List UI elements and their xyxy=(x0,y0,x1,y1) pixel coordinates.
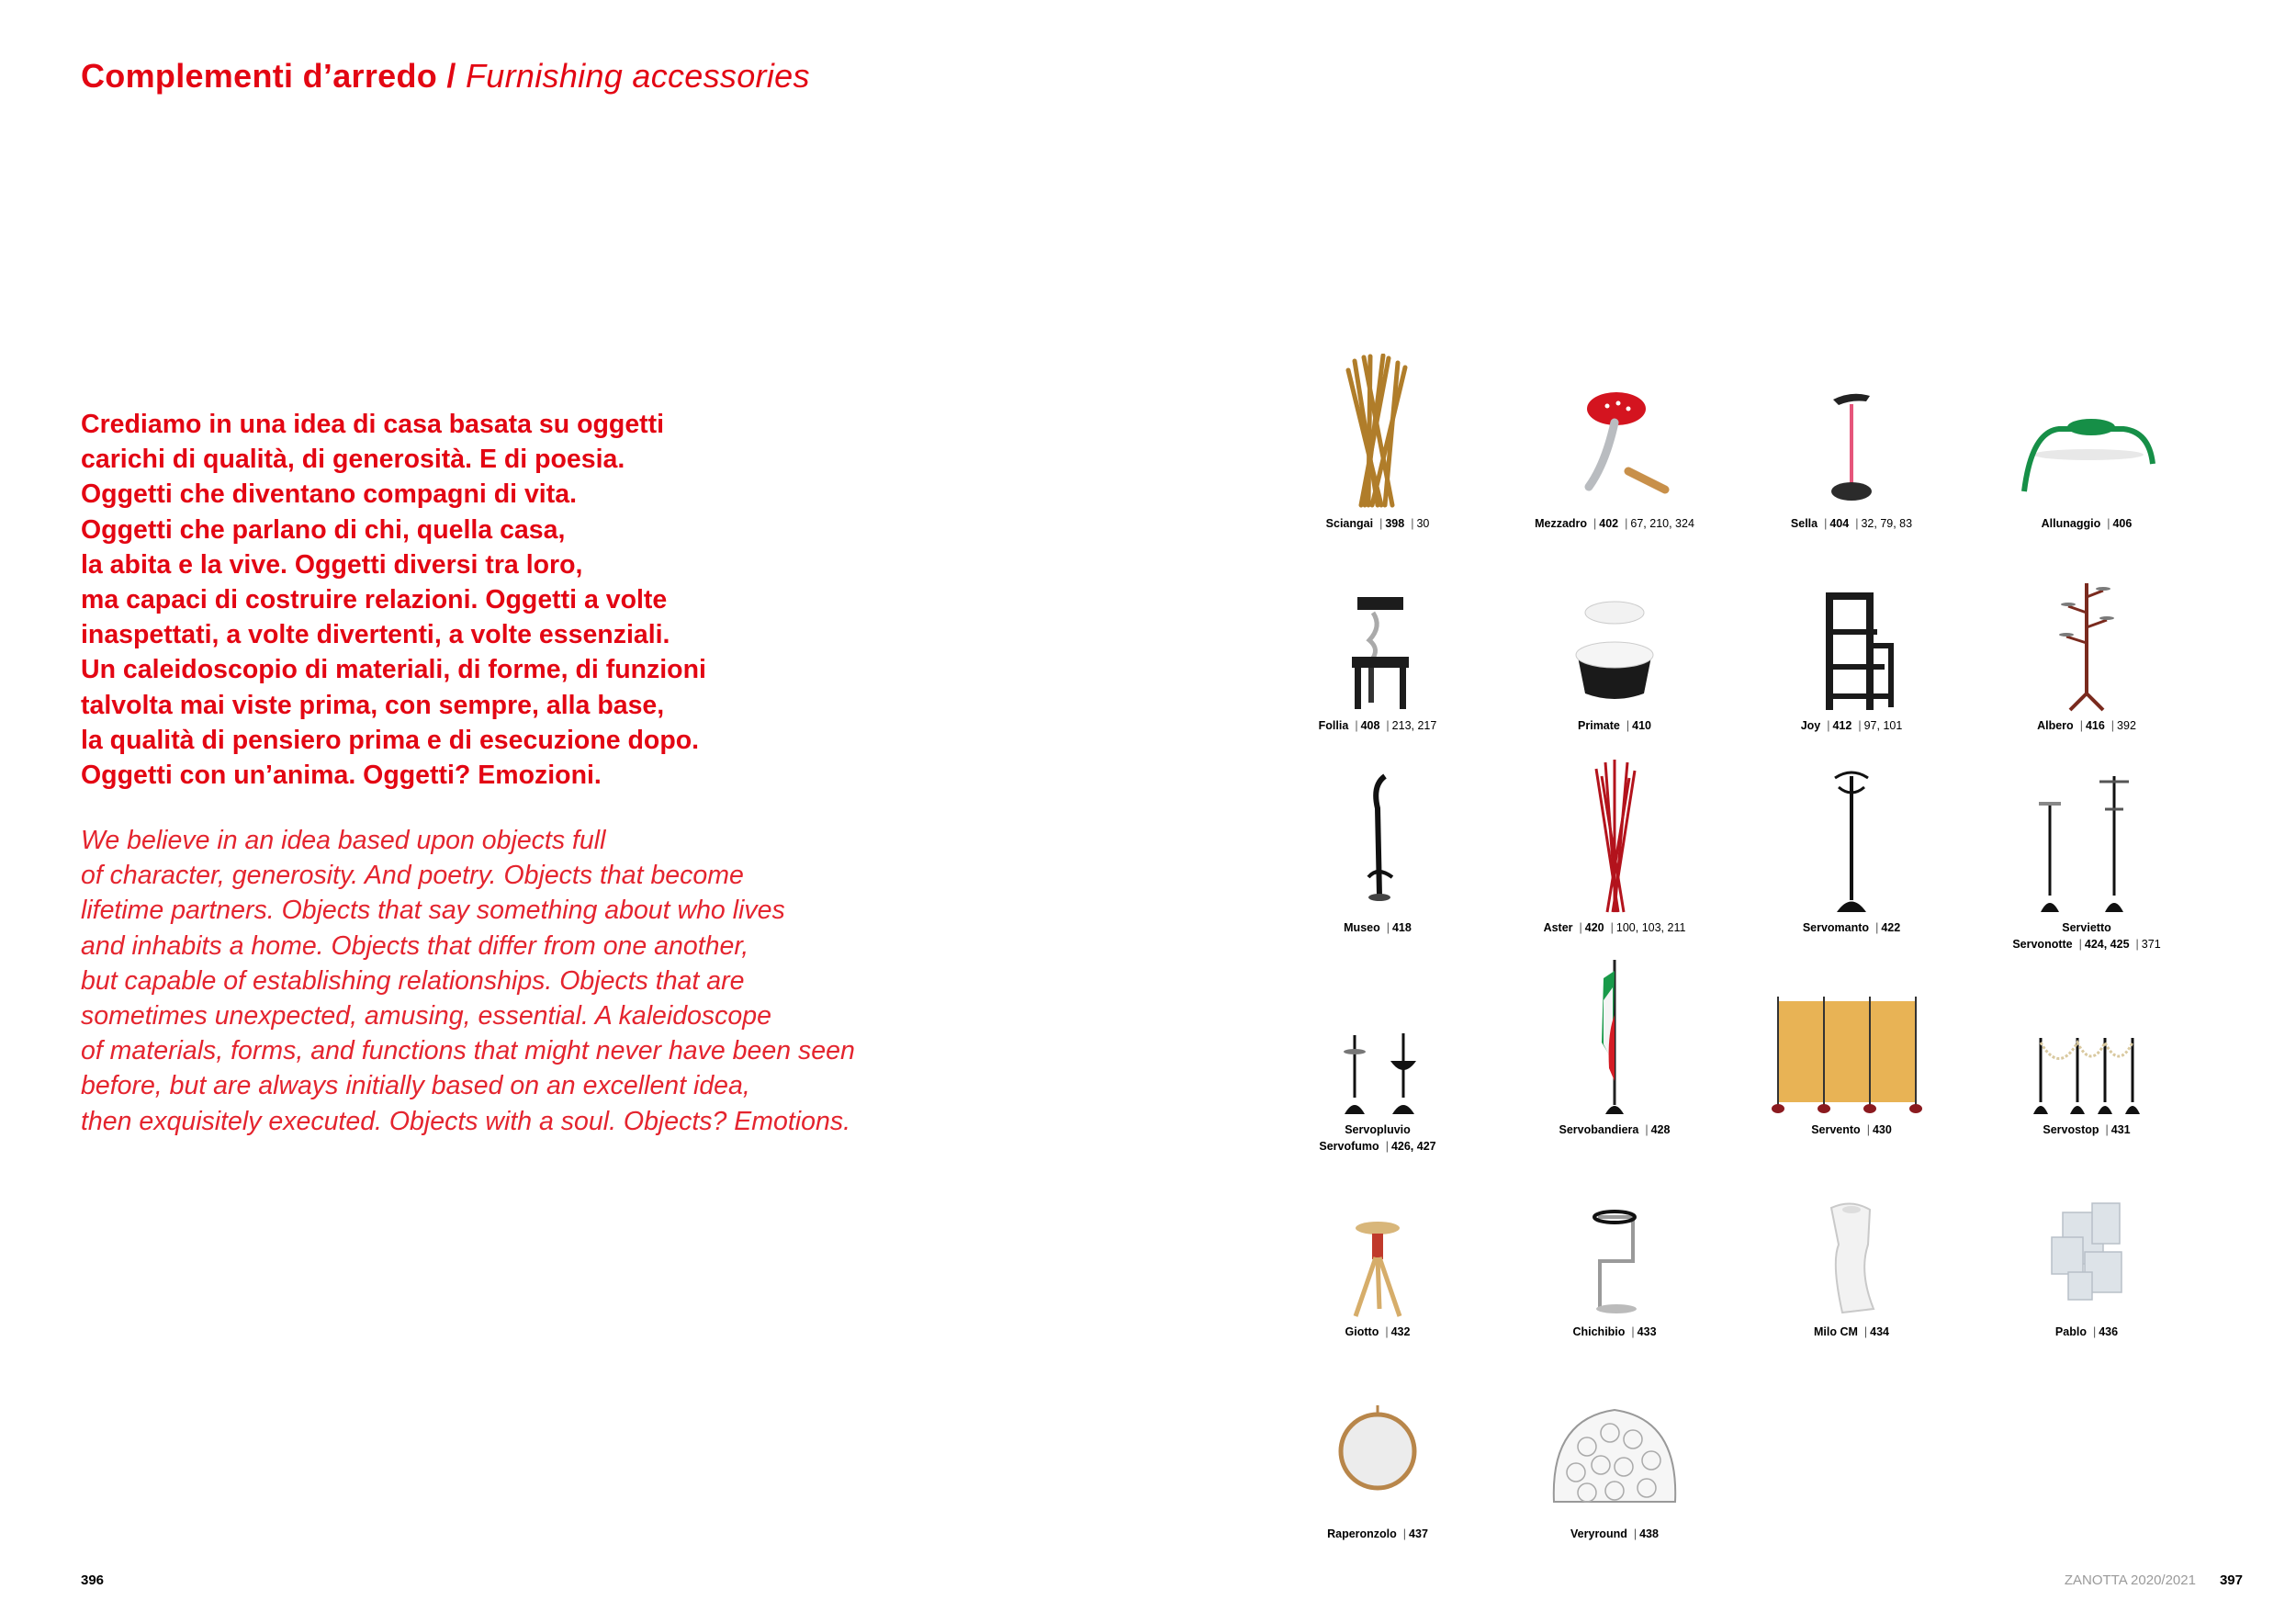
left-page-number: 396 xyxy=(81,1572,105,1588)
product-refs: 97, 101 xyxy=(1863,719,1903,732)
product-sella[interactable]: Sella | 404 | 32, 79, 83 xyxy=(1714,354,1989,532)
product-name: Follia xyxy=(1318,719,1349,732)
intro-en-line: then exquisitely executed. Objects with a soul. Objects? Emotions. xyxy=(81,1106,851,1136)
allunaggio-image xyxy=(2004,354,2169,510)
product-servostop[interactable]: Servostop | 431 xyxy=(1949,960,2224,1138)
intro-it-line: ma capaci di costruire relazioni. Oggetti a volte xyxy=(81,585,668,615)
product-servomanto[interactable]: Servomanto | 422 xyxy=(1714,758,1989,936)
intro-it-line: la qualità di pensiero prima e di esecuzione dopo. xyxy=(81,725,700,755)
product-sciangai[interactable]: Sciangai | 398 | 30 xyxy=(1240,354,1515,532)
intro-italian xyxy=(81,407,962,793)
product-name-secondary: Servonotte xyxy=(2012,938,2073,951)
product-refs: 100, 103, 211 xyxy=(1615,921,1686,934)
servento-image xyxy=(1769,960,1934,1116)
product-name: Pablo xyxy=(2054,1325,2087,1338)
aster-image xyxy=(1541,758,1688,914)
product-refs: 67, 210, 324 xyxy=(1630,517,1694,530)
product-milo-cm[interactable]: Milo CM | 434 xyxy=(1714,1162,1989,1340)
product-aster[interactable]: Aster | 420 | 100, 103, 211 xyxy=(1477,758,1752,936)
servietto-servonotte-image xyxy=(2004,758,2169,914)
intro-it-line: inaspettati, a volte divertenti, a volte essenziali. xyxy=(81,620,670,650)
product-name: Servopluvio xyxy=(1345,1123,1411,1136)
page-title xyxy=(81,57,810,96)
product-page: 404 xyxy=(1829,517,1850,530)
product-page: 410 xyxy=(1632,719,1651,732)
product-refs: 371 xyxy=(2141,938,2161,951)
product-page: 418 xyxy=(1391,921,1412,934)
product-veryround[interactable]: Veryround | 438 xyxy=(1477,1364,1752,1542)
product-name: Milo CM xyxy=(1813,1325,1858,1338)
product-name: Sciangai xyxy=(1325,517,1374,530)
product-name: Servomanto xyxy=(1802,921,1870,934)
product-name: Primate xyxy=(1578,719,1620,732)
product-refs: 30 xyxy=(1416,517,1430,530)
product-name: Servobandiera xyxy=(1559,1123,1639,1136)
product-name: Servento xyxy=(1811,1123,1861,1136)
servobandiera-image xyxy=(1541,960,1688,1116)
intro-en-line: lifetime partners. Objects that say something about who lives xyxy=(81,896,785,926)
product-name: Allunaggio xyxy=(2041,517,2101,530)
product-name: Chichibio xyxy=(1572,1325,1626,1338)
albero-image xyxy=(2013,556,2160,712)
product-name: Raperonzolo xyxy=(1327,1527,1397,1540)
product-primate[interactable]: Primate | 410 xyxy=(1477,556,1752,734)
product-page: 436 xyxy=(2099,1325,2119,1338)
product-museo[interactable]: Museo | 418 xyxy=(1240,758,1515,936)
product-servopluvio-servofumo[interactable]: Servopluvio Servofumo | 426, 427 xyxy=(1240,960,1515,1155)
product-page: 434 xyxy=(1870,1325,1890,1338)
product-page: 438 xyxy=(1639,1527,1659,1540)
intro-en-line: and inhabits a home. Objects that differ from one another, xyxy=(81,930,749,961)
giotto-image xyxy=(1304,1162,1451,1318)
right-page-number: 397 xyxy=(2219,1572,2243,1588)
milo-cm-image xyxy=(1778,1162,1925,1318)
chichibio-image xyxy=(1541,1162,1688,1318)
product-name: Servostop xyxy=(2043,1123,2099,1136)
product-page: 406 xyxy=(2112,517,2133,530)
product-giotto[interactable]: Giotto | 432 xyxy=(1240,1162,1515,1340)
product-page: 416 xyxy=(2085,719,2105,732)
product-page: 408 xyxy=(1360,719,1380,732)
museo-image xyxy=(1304,758,1451,914)
sella-image xyxy=(1778,354,1925,510)
raperonzolo-image xyxy=(1304,1364,1451,1520)
product-name: Aster xyxy=(1543,921,1573,934)
product-name: Veryround xyxy=(1570,1527,1627,1540)
intro-it-line: Oggetti che diventano compagni di vita. xyxy=(81,479,577,510)
product-name-secondary: Servofumo xyxy=(1319,1140,1379,1153)
intro-en-line: We believe in an idea based upon objects full xyxy=(81,826,606,855)
sciangai-image xyxy=(1304,354,1451,510)
product-refs: 213, 217 xyxy=(1391,719,1437,732)
primate-image xyxy=(1541,556,1688,712)
title-separator: / xyxy=(446,57,456,95)
product-name: Museo xyxy=(1344,921,1380,934)
product-page: 420 xyxy=(1584,921,1604,934)
product-page: 398 xyxy=(1385,517,1405,530)
servomanto-image xyxy=(1778,758,1925,914)
product-servento[interactable]: Servento | 430 xyxy=(1714,960,1989,1138)
product-name: Sella xyxy=(1790,517,1818,530)
product-page: 426, 427 xyxy=(1390,1140,1436,1153)
intro-it-line: talvolta mai viste prima, con sempre, alla base, xyxy=(81,690,665,720)
title-english: Furnishing accessories xyxy=(466,57,810,95)
catalog-brand: ZANOTTA 2020/2021 xyxy=(2064,1572,2196,1588)
product-follia[interactable]: Follia | 408 | 213, 217 xyxy=(1240,556,1515,734)
product-page: 430 xyxy=(1872,1123,1892,1136)
product-mezzadro[interactable]: Mezzadro | 402 | 67, 210, 324 xyxy=(1477,354,1752,532)
joy-image xyxy=(1778,556,1925,712)
veryround-image xyxy=(1532,1364,1697,1520)
product-page: 428 xyxy=(1650,1123,1671,1136)
title-italian: Complementi d’arredo xyxy=(81,57,438,95)
product-servietto-servonotte[interactable]: Servietto Servonotte | 424, 425 | 371 xyxy=(1949,758,2224,952)
product-servobandiera[interactable]: Servobandiera | 428 xyxy=(1477,960,1752,1138)
follia-image xyxy=(1304,556,1451,712)
product-page: 402 xyxy=(1599,517,1619,530)
intro-en-line: but capable of establishing relationships. Objects that are xyxy=(81,965,745,996)
mezzadro-image xyxy=(1541,354,1688,510)
intro-it-line: carichi di qualità, di generosità. E di poesia. xyxy=(81,445,625,475)
product-name: Servietto xyxy=(2062,921,2111,934)
servopluvio-servofumo-image xyxy=(1304,960,1451,1116)
intro-it-line: la abita e la vive. Oggetti diversi tra loro, xyxy=(81,549,583,580)
product-albero[interactable]: Albero | 416 | 392 xyxy=(1949,556,2224,734)
intro-en-line: of materials, forms, and functions that might never have been seen xyxy=(81,1036,855,1066)
intro-en-line: sometimes unexpected, amusing, essential. A kaleidoscope xyxy=(81,1001,771,1031)
intro-english xyxy=(81,823,962,1139)
intro-it-line: Crediamo in una idea di casa basata su oggetti xyxy=(81,410,665,439)
intro-it-line: Oggetti che parlano di chi, quella casa, xyxy=(81,514,566,545)
product-pablo[interactable]: Pablo | 436 xyxy=(1949,1162,2224,1340)
intro-it-line: Un caleidoscopio di materiali, di forme, di funzioni xyxy=(81,655,706,685)
product-allunaggio[interactable]: Allunaggio | 406 xyxy=(1949,354,2224,532)
product-refs: 392 xyxy=(2117,719,2136,732)
product-page: 422 xyxy=(1881,921,1901,934)
product-name: Mezzadro xyxy=(1535,517,1588,530)
product-chichibio[interactable]: Chichibio | 433 xyxy=(1477,1162,1752,1340)
intro-it-line: Oggetti con un’anima. Oggetti? Emozioni. xyxy=(81,761,602,791)
product-page: 431 xyxy=(2110,1123,2131,1136)
product-page: 424, 425 xyxy=(2084,938,2130,951)
product-name: Joy xyxy=(1800,719,1821,732)
product-name: Giotto xyxy=(1345,1325,1379,1338)
servostop-image xyxy=(2004,960,2169,1116)
product-joy[interactable]: Joy | 412 | 97, 101 xyxy=(1714,556,1989,734)
product-page: 412 xyxy=(1832,719,1852,732)
product-page: 433 xyxy=(1637,1325,1657,1338)
product-refs: 32, 79, 83 xyxy=(1861,517,1913,530)
intro-en-line: of character, generosity. And poetry. Objects that become xyxy=(81,861,744,891)
product-page: 437 xyxy=(1409,1527,1428,1540)
product-raperonzolo[interactable]: Raperonzolo | 437 xyxy=(1240,1364,1515,1542)
product-name: Albero xyxy=(2037,719,2074,732)
right-footer xyxy=(2065,1572,2243,1588)
pablo-image xyxy=(2013,1162,2160,1318)
product-page: 432 xyxy=(1390,1325,1411,1338)
intro-en-line: before, but are always initially based on an excellent idea, xyxy=(81,1071,750,1101)
